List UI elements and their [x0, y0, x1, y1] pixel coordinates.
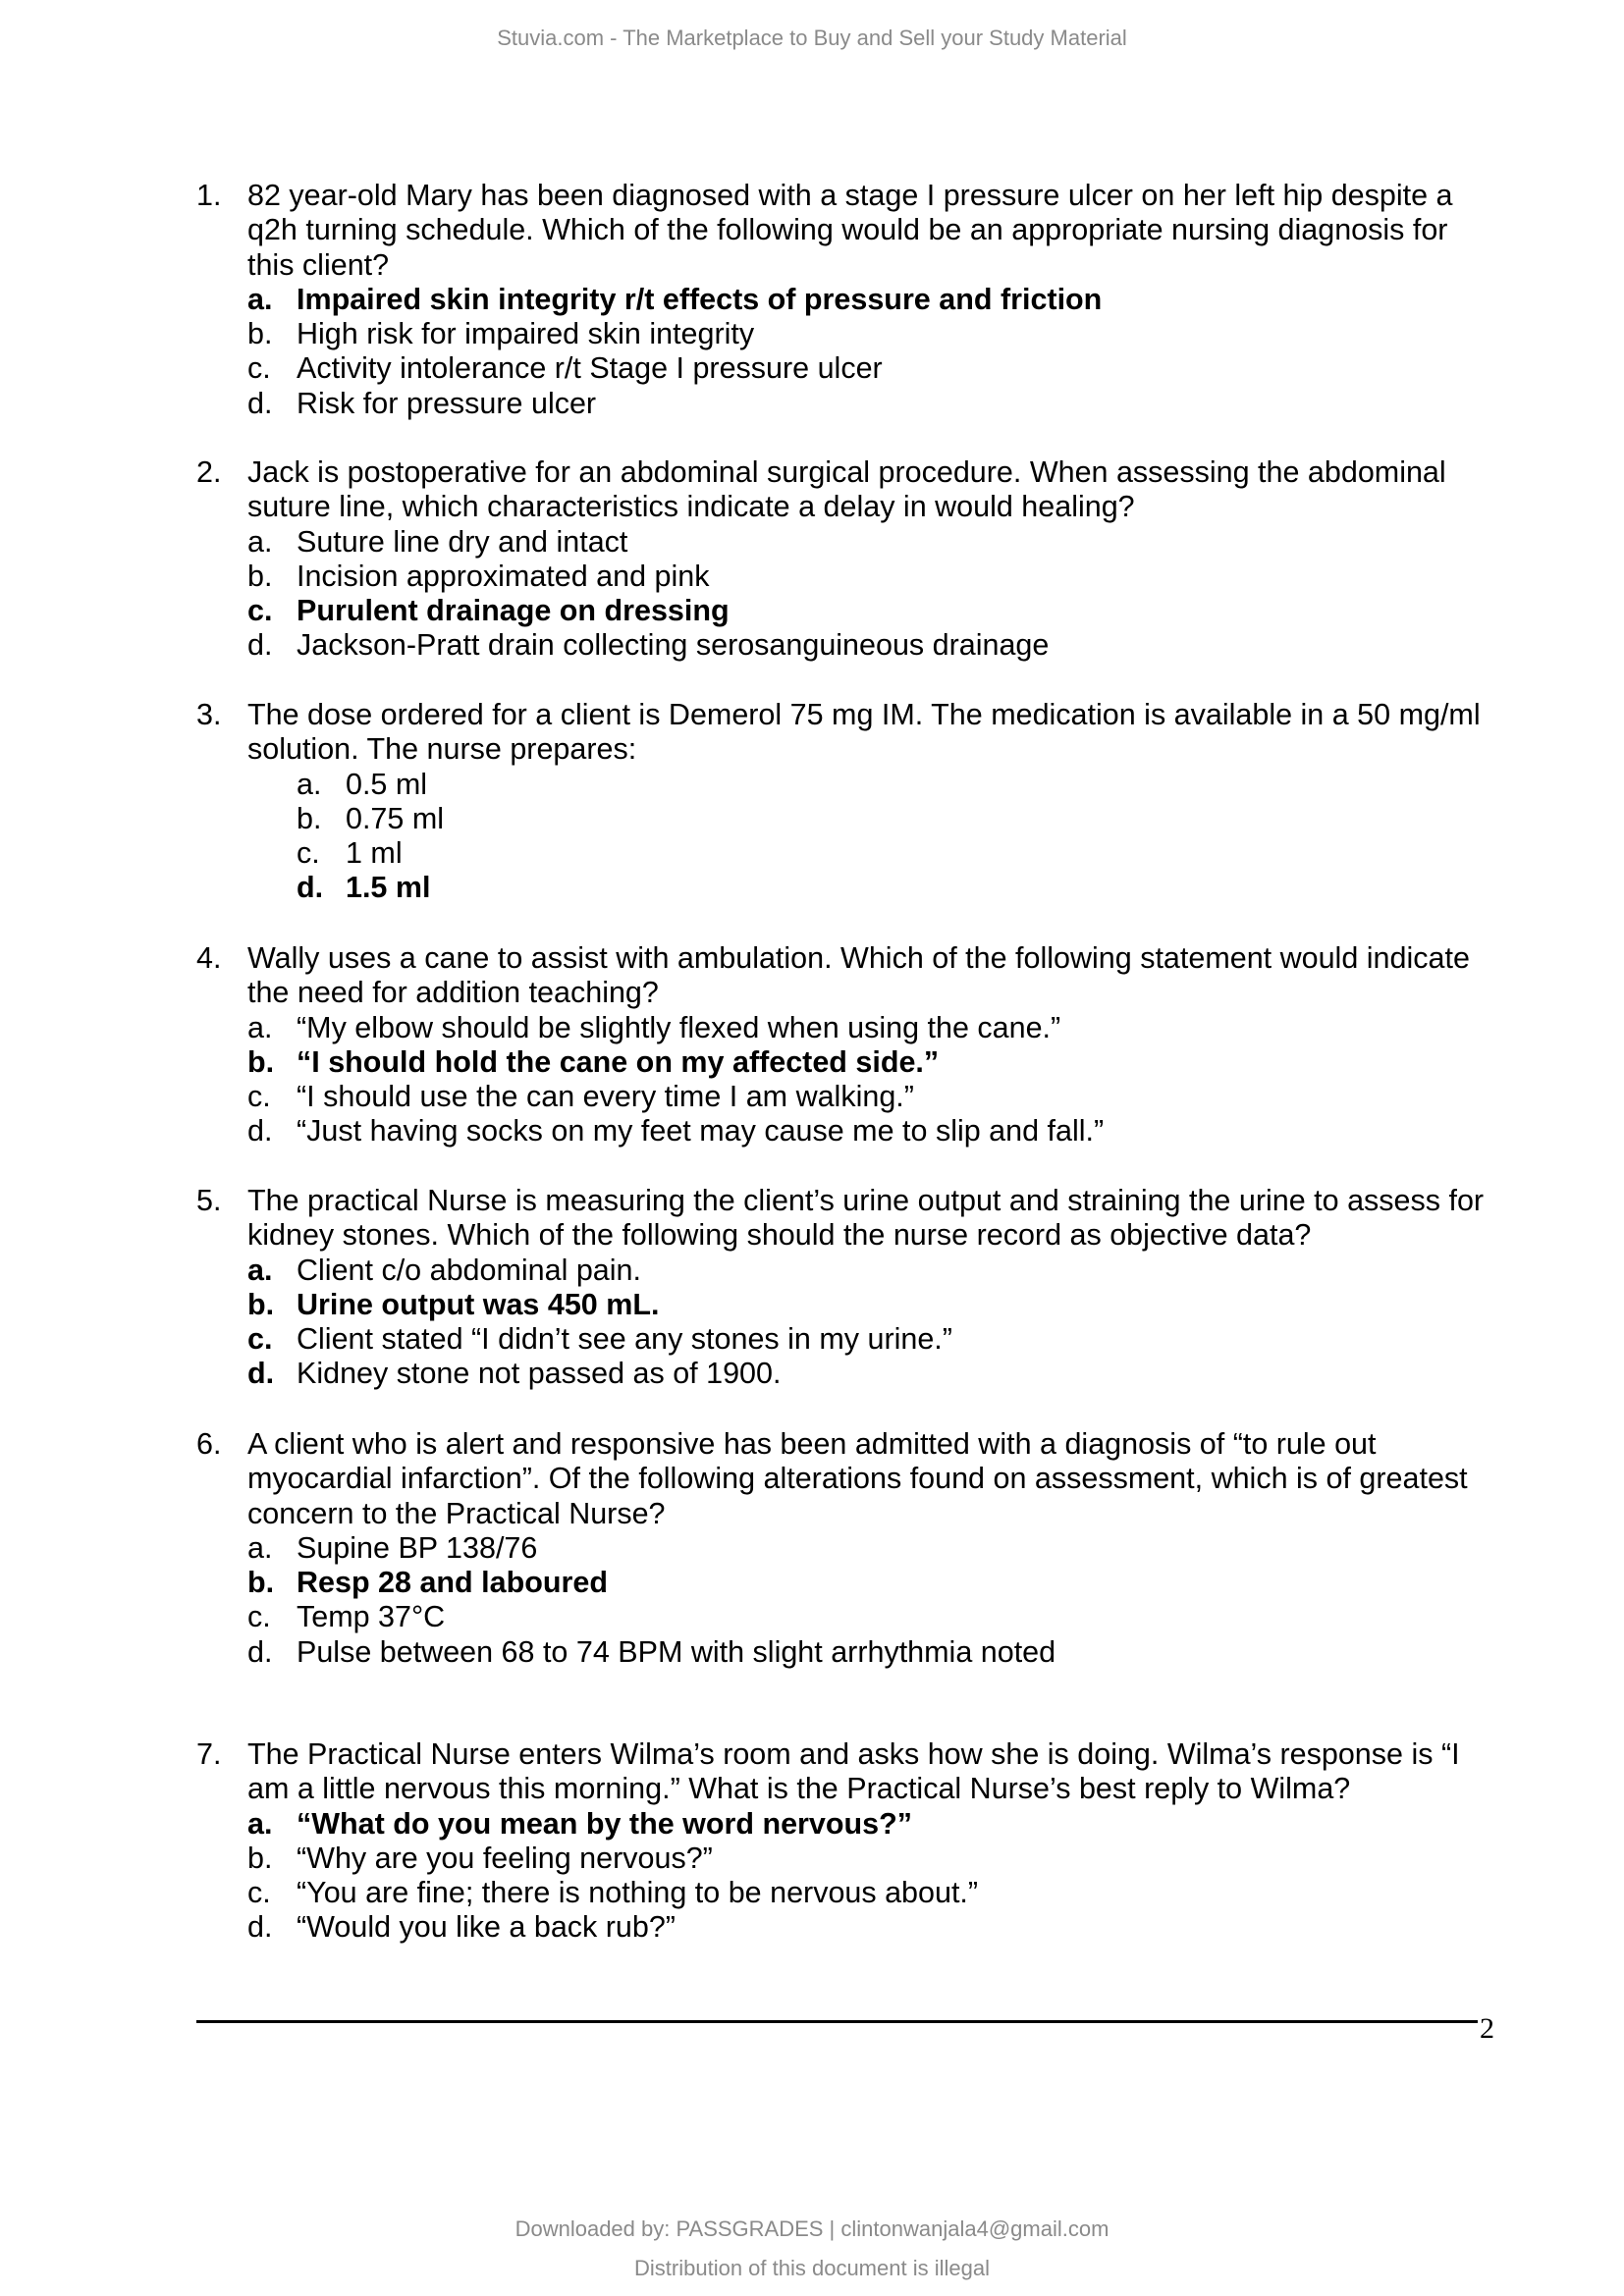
option-label: c.	[247, 1876, 271, 1910]
option-text: High risk for impaired skin integrity	[297, 317, 755, 351]
option-label: d.	[247, 386, 273, 420]
question-stem-line: A client who is alert and responsive has been admitted with a diagnosis of “to rule out	[247, 1427, 1377, 1461]
option-a	[196, 768, 1502, 802]
question-stem-line: concern to the Practical Nurse?	[247, 1496, 666, 1530]
distribution-notice: Distribution of this document is illegal	[634, 2256, 990, 2280]
question-number: 6.	[196, 1427, 222, 1461]
option-text: “You are fine; there is nothing to be nervous about.”	[297, 1876, 979, 1910]
option-text: Kidney stone not passed as of 1900.	[297, 1357, 782, 1391]
option-text: Jackson-Pratt drain collecting serosanguineous drainage	[297, 628, 1050, 663]
option-text: Impaired skin integrity r/t effects of pressure and friction	[297, 282, 1103, 316]
question-stem-line: the need for addition teaching?	[247, 976, 659, 1010]
option-label: b.	[247, 1841, 273, 1875]
option-text: 0.75 ml	[346, 801, 445, 835]
option-label: c.	[247, 351, 271, 386]
option-text: Activity intolerance r/t Stage I pressure ulcer	[297, 351, 883, 386]
question-stem-line: Wally uses a cane to assist with ambulation. Which of the following statement would indicate	[247, 941, 1470, 975]
question-3	[196, 698, 1502, 906]
option-c	[196, 594, 1502, 628]
question-stem-line: kidney stones. Which of the following should the nurse record as objective data?	[247, 1218, 1312, 1253]
option-c	[196, 1322, 1502, 1357]
option-d	[196, 1114, 1502, 1148]
option-b	[196, 1045, 1502, 1080]
question-stem-line: The dose ordered for a client is Demerol 75 mg IM. The medication is available in a 50 mg/ml	[247, 698, 1481, 731]
question-2	[196, 455, 1502, 664]
option-text: “I should use the can every time I am walking.”	[297, 1080, 914, 1114]
question-stem-line: 82 year-old Mary has been diagnosed with a stage I pressure ulcer on her left hip despite a	[247, 179, 1453, 212]
question-7	[196, 1737, 1502, 1946]
option-b	[196, 802, 1502, 836]
option-label: c.	[247, 1322, 273, 1357]
question-1	[196, 179, 1502, 421]
option-text: “What do you mean by the word nervous?”	[297, 1806, 912, 1841]
option-label: a.	[247, 1010, 273, 1044]
option-label: b.	[247, 1044, 275, 1079]
question-number: 7.	[196, 1737, 222, 1771]
option-b	[196, 1566, 1502, 1600]
option-d	[196, 871, 1502, 905]
option-c	[196, 1080, 1502, 1114]
question-number: 4.	[196, 941, 222, 975]
option-label: b.	[297, 801, 322, 835]
option-text: Client stated “I didn’t see any stones in my urine.”	[297, 1322, 952, 1357]
option-label: b.	[247, 1566, 275, 1600]
option-label: d.	[247, 1634, 273, 1669]
option-text: 1 ml	[346, 836, 403, 871]
option-label: c.	[297, 836, 320, 871]
option-a	[196, 1807, 1502, 1842]
option-text: Suture line dry and intact	[297, 524, 628, 559]
option-label: a.	[247, 1253, 273, 1287]
option-label: d.	[297, 871, 324, 905]
option-text: Resp 28 and laboured	[297, 1566, 608, 1600]
option-text: “Why are you feeling nervous?”	[297, 1841, 713, 1875]
option-text: “My elbow should be slightly flexed when using the cane.”	[297, 1010, 1061, 1044]
option-d	[196, 1357, 1502, 1391]
question-5	[196, 1184, 1502, 1392]
option-label: a.	[297, 767, 322, 801]
option-text: Purulent drainage on dressing	[297, 594, 730, 628]
question-stem-line: The Practical Nurse enters Wilma’s room and asks how she is doing. Wilma’s response is “I	[247, 1737, 1460, 1771]
question-number: 2.	[196, 455, 222, 489]
option-text: Risk for pressure ulcer	[297, 386, 597, 420]
question-number: 3.	[196, 698, 222, 731]
option-text: Supine BP 138/76	[297, 1530, 538, 1565]
option-a	[196, 1531, 1502, 1566]
option-label: c.	[247, 1080, 271, 1114]
option-text: “I should hold the cane on my affected side.”	[297, 1044, 940, 1079]
stuvia-header-note: Stuvia.com - The Marketplace to Buy and Sell your Study Material	[497, 26, 1127, 50]
question-stem-line: solution. The nurse prepares:	[247, 732, 637, 767]
question-6	[196, 1427, 1502, 1670]
question-stem-line: q2h turning schedule. Which of the following would be an appropriate nursing diagnosis for	[247, 213, 1448, 247]
option-text: “Just having socks on my feet may cause me to slip and fall.”	[297, 1114, 1105, 1148]
option-text: Pulse between 68 to 74 BPM with slight arrhythmia noted	[297, 1634, 1056, 1669]
option-b	[196, 1842, 1502, 1876]
option-label: b.	[247, 317, 273, 351]
option-a	[196, 1254, 1502, 1288]
question-4	[196, 941, 1502, 1149]
question-stem-line: this client?	[247, 247, 390, 282]
option-label: d.	[247, 1114, 273, 1148]
option-label: a.	[247, 1806, 273, 1841]
option-text: Urine output was 450 mL.	[297, 1287, 660, 1321]
option-c	[196, 1876, 1502, 1910]
option-label: b.	[247, 559, 273, 593]
option-b	[196, 317, 1502, 351]
option-a	[196, 525, 1502, 560]
option-text: 1.5 ml	[346, 871, 431, 905]
option-d	[196, 628, 1502, 663]
option-label: d.	[247, 1357, 275, 1391]
option-label: a.	[247, 524, 273, 559]
option-b	[196, 560, 1502, 594]
question-stem-line: Jack is postoperative for an abdominal surgical procedure. When assessing the abdominal	[247, 455, 1446, 489]
option-d	[196, 387, 1502, 421]
question-stem-line: myocardial infarction”. Of the following alterations found on assessment, which is of greatest	[247, 1462, 1468, 1496]
option-d	[196, 1910, 1502, 1945]
question-stem-line: am a little nervous this morning.” What is the Practical Nurse’s best reply to Wilma?	[247, 1772, 1351, 1806]
question-number: 1.	[196, 179, 222, 212]
option-c	[196, 1600, 1502, 1634]
question-stem-line: The practical Nurse is measuring the client’s urine output and straining the urine to assess for	[247, 1184, 1485, 1217]
option-label: c.	[247, 594, 273, 628]
option-label: a.	[247, 1530, 273, 1565]
footer-rule	[196, 2020, 1478, 2023]
option-c	[196, 836, 1502, 871]
option-text: Temp 37°C	[297, 1600, 446, 1634]
page-number: 2	[1480, 2012, 1494, 2045]
question-number: 5.	[196, 1184, 222, 1217]
option-d	[196, 1635, 1502, 1670]
question-stem-line: suture line, which characteristics indicate a delay in would healing?	[247, 490, 1135, 524]
option-text: 0.5 ml	[346, 767, 428, 801]
option-text: “Would you like a back rub?”	[297, 1910, 676, 1945]
option-label: a.	[247, 282, 273, 316]
option-b	[196, 1288, 1502, 1322]
option-label: c.	[247, 1600, 271, 1634]
option-label: d.	[247, 628, 273, 663]
option-label: d.	[247, 1910, 273, 1945]
option-text: Incision approximated and pink	[297, 559, 710, 593]
option-c	[196, 351, 1502, 386]
option-text: Client c/o abdominal pain.	[297, 1253, 641, 1287]
option-a	[196, 1011, 1502, 1045]
downloaded-by-note: Downloaded by: PASSGRADES | clintonwanjala4@gmail.com	[514, 2216, 1110, 2241]
option-label: b.	[247, 1287, 275, 1321]
option-a	[196, 283, 1502, 317]
